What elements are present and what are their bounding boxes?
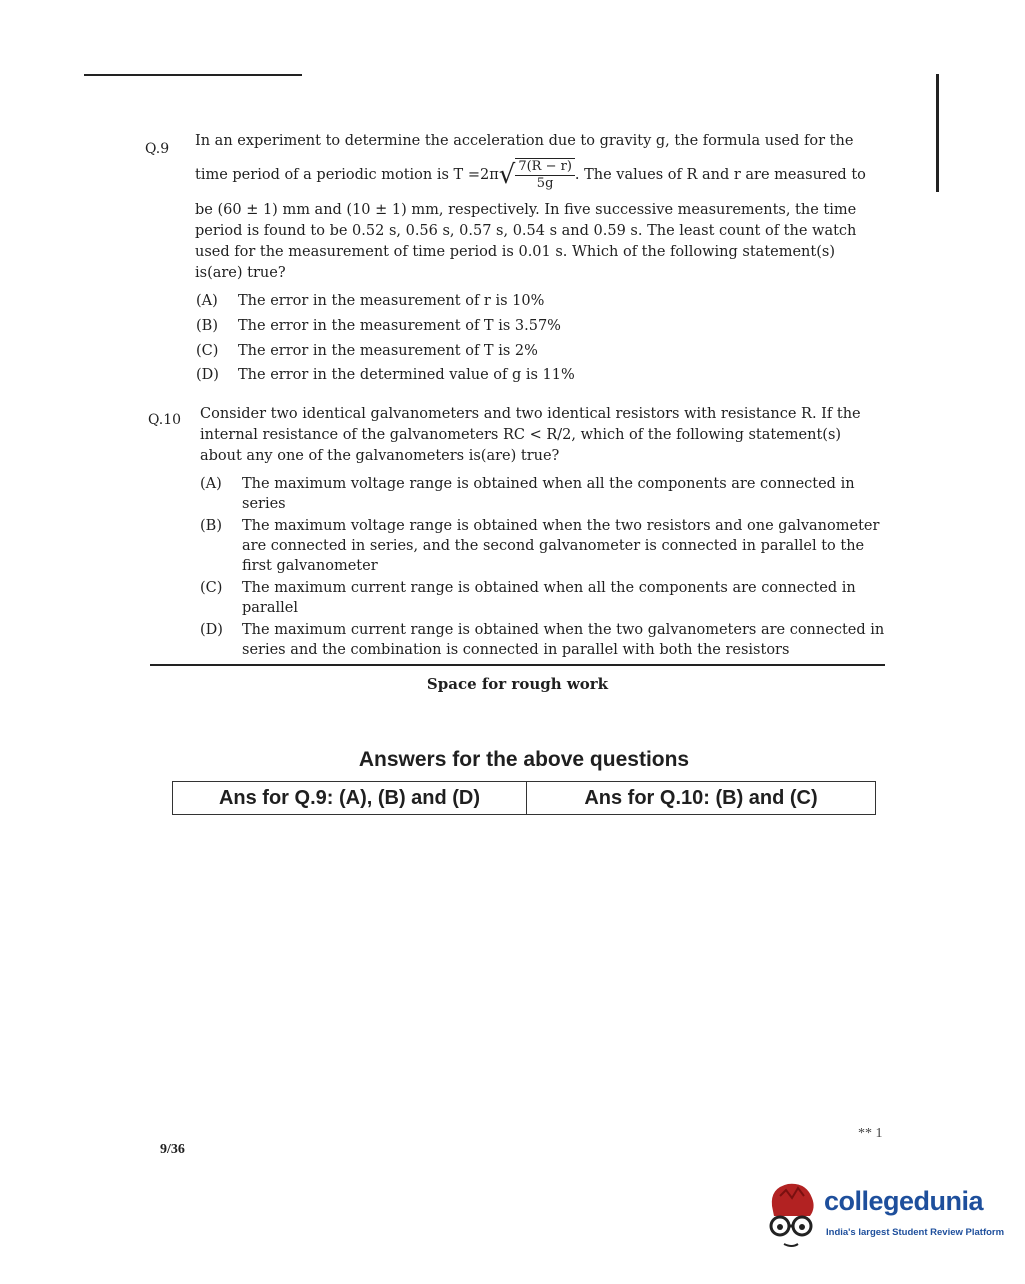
page-number: 9/36 xyxy=(160,1142,185,1157)
question-9-formula-line xyxy=(195,158,885,192)
question-9-formula-pre: time period of a periodic motion is T =2π xyxy=(195,167,499,183)
question-number-10: Q.10 xyxy=(148,412,182,428)
option-text: The maximum voltage range is obtained when the two resistors and one galvanometer are connected in series, and the second galvanometer is connected in parallel to the first galvanometer xyxy=(242,518,880,574)
q9-option-c xyxy=(196,341,836,361)
question-9-formula-post: . The values of R and r are measured to xyxy=(574,167,866,183)
logo-wordmark: collegedunia xyxy=(824,1186,984,1216)
margin-rule xyxy=(936,74,939,192)
option-label: (B) xyxy=(200,518,222,534)
question-10-body: Consider two identical galvanometers and two identical resistors with resistance R. If the internal resistance of the galvanometers RC < R/2, which of the following statement(s) about any one of the galvanometers is(are) true? xyxy=(200,406,861,464)
option-text: The error in the determined value of g is 11% xyxy=(238,367,575,383)
option-text: The error in the measurement of T is 3.57% xyxy=(238,318,561,334)
q10-option-c xyxy=(200,578,885,618)
mascot-icon xyxy=(762,1176,826,1256)
option-label: (C) xyxy=(200,580,223,596)
option-text: The maximum voltage range is obtained when all the components are connected in series xyxy=(242,476,855,512)
question-number-9: Q.9 xyxy=(145,141,170,157)
question-9-body: be (60 ± 1) mm and (10 ± 1) mm, respectively. In five successive measurements, the time period is found to be 0.52 s, 0.56 s, 0.57 s, 0.54 s and 0.59 s. The least count of the watch used for the measurement of time period is 0.01 s. Which of the following statement(s) is(are) true? xyxy=(195,202,857,281)
top-rule xyxy=(84,74,302,76)
rough-work-label: Space for rough work xyxy=(426,675,609,693)
formula-denominator: 5g xyxy=(536,176,554,191)
option-text: The error in the measurement of T is 2% xyxy=(238,343,538,359)
question-9-line1: In an experiment to determine the acceleration due to gravity g, the formula used for the xyxy=(195,133,854,149)
q10-option-a xyxy=(200,474,885,514)
answers-title: Answers for the above questions xyxy=(358,748,690,771)
option-label: (A) xyxy=(200,476,222,492)
option-label: (C) xyxy=(196,343,219,359)
q9-option-a xyxy=(196,291,836,311)
answers-table xyxy=(172,781,876,815)
page-mark: ** 1 xyxy=(858,1126,883,1141)
q10-option-b xyxy=(200,516,885,576)
option-text: The error in the measurement of r is 10% xyxy=(238,293,545,309)
sqrt-formula: √ $\frac{7(R - r)}{5g}$ xyxy=(499,158,575,192)
answer-q10: Ans for Q.10: (B) and (C) xyxy=(584,786,818,809)
collegedunia-logo xyxy=(762,1176,1005,1256)
option-label: (A) xyxy=(196,293,218,309)
answer-q9: Ans for Q.9: (A), (B) and (D) xyxy=(173,782,527,814)
formula-numerator: 7(R − r) xyxy=(515,159,575,176)
option-label: (D) xyxy=(200,622,223,638)
option-text: The maximum current range is obtained when all the components are connected in parallel xyxy=(242,580,856,616)
option-label: (B) xyxy=(196,318,218,334)
q10-option-d xyxy=(200,620,885,660)
option-text: The maximum current range is obtained when the two galvanometers are connected in series and the combination is connected in parallel with both the resistors xyxy=(242,622,885,658)
q9-option-d xyxy=(196,365,836,385)
option-label: (D) xyxy=(196,367,219,383)
rough-work-divider xyxy=(150,664,885,666)
logo-tagline: India's largest Student Review Platform xyxy=(826,1227,1005,1238)
q9-option-b xyxy=(196,316,836,336)
